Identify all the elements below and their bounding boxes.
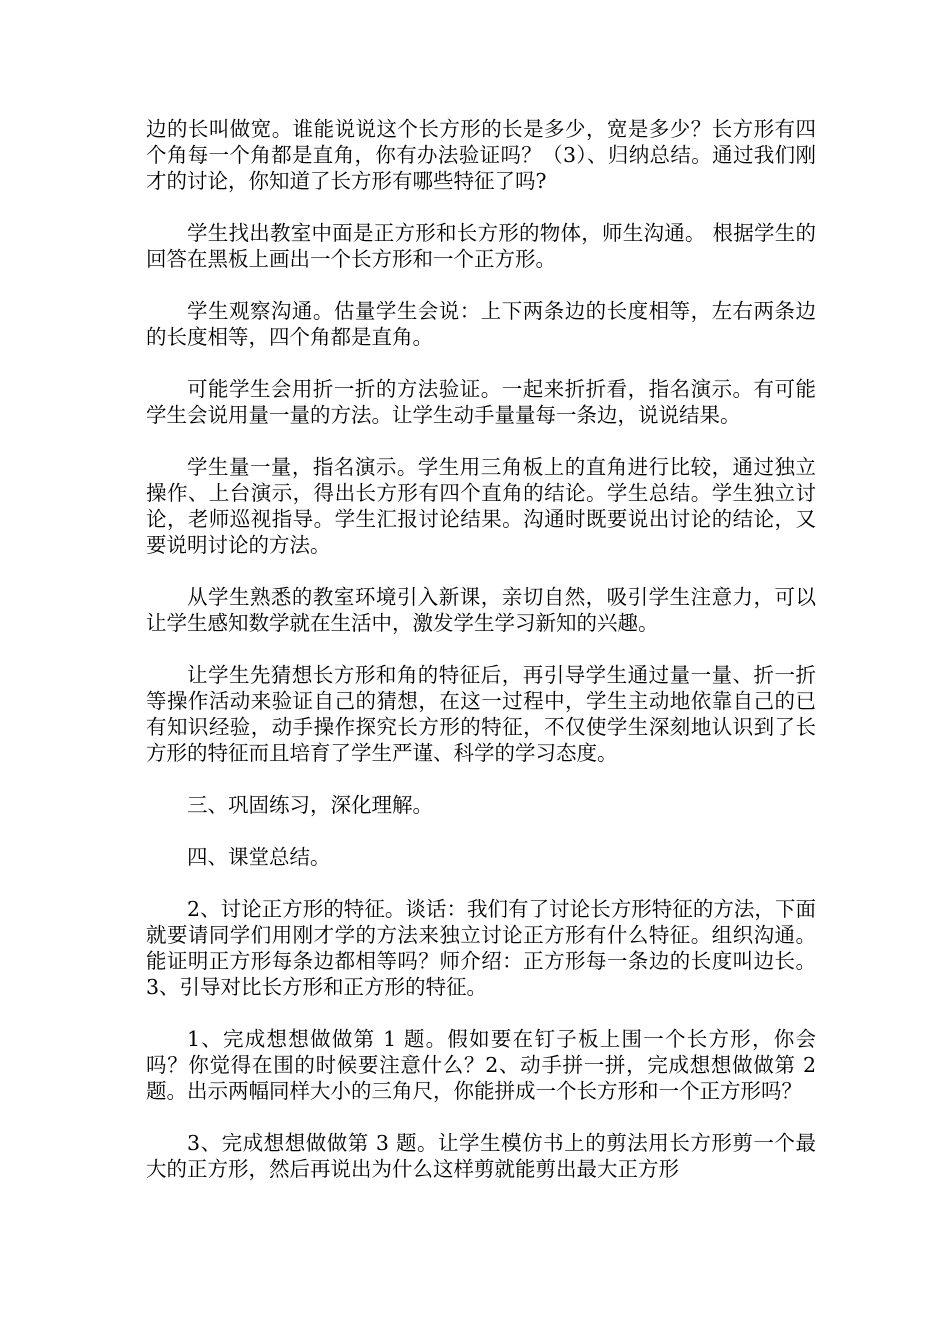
section-heading-4: 四、课堂总结。: [187, 845, 331, 869]
paragraph-3: 学生观察沟通。估量学生会说：上下两条边的长度相等，左右两条边的长度相等，四个角都是直角。: [146, 299, 816, 349]
paragraph-7: 让学生先猜想长方形和角的特征后，再引导学生通过量一量、折一折等操作活动来验证自己的猜想，在这一过程中，学生主动地依靠自己的已有知识经验，动手操作探究长方形的特征，不仅使学生深刻地认识到了长方形的特征而且培育了学生严谨、科学的学习态度。: [146, 663, 816, 765]
paragraph-11: 1、完成想想做做第 1 题。假如要在钉子板上围一个长方形，你会吗？你觉得在围的时候要注意什么？2、动手拼一拼，完成想想做做第 2 题。出示两幅同样大小的三角尺，你能拼成一个长方形和一个正方形吗？: [146, 1027, 816, 1103]
paragraph-10: 2、讨论正方形的特征。谈话：我们有了讨论长方形特征的方法，下面就要请同学们用刚才学的方法来独立讨论正方形有什么特征。组织沟通。能证明正方形每条边都相等吗？师介绍：正方形每一条边的长度叫边长。3、引导对比长方形和正方形的特征。: [146, 897, 816, 999]
paragraph-12: 3、完成想想做做第 3 题。让学生模仿书上的剪法用长方形剪一个最大的正方形，然后再说出为什么这样剪就能剪出最大正方形: [146, 1131, 816, 1181]
paragraph-5: 学生量一量，指名演示。学生用三角板上的直角进行比较，通过独立操作、上台演示，得出长方形有四个直角的结论。学生总结。学生独立讨论，老师巡视指导。学生汇报讨论结果。沟通时既要说出讨论的结论，又要说明讨论的方法。: [146, 455, 816, 557]
paragraph-2: 学生找出教室中面是正方形和长方形的物体，师生沟通。 根据学生的回答在黑板上画出一个长方形和一个正方形。: [146, 221, 816, 271]
document-body: [146, 116, 816, 1208]
section-heading-3: 三、巩固练习，深化理解。: [187, 793, 433, 817]
paragraph-6: 从学生熟悉的教室环境引入新课，亲切自然，吸引学生注意力，可以让学生感知数学就在生活中，激发学生学习新知的兴趣。: [146, 585, 816, 635]
paragraph-1: 边的长叫做宽。谁能说说这个长方形的长是多少，宽是多少？长方形有四个角每一个角都是直角，你有办法验证吗？（3）、归纳总结。通过我们刚才的讨论，你知道了长方形有哪些特征了吗?: [146, 117, 816, 193]
paragraph-4: 可能学生会用折一折的方法验证。一起来折折看，指名演示。有可能学生会说用量一量的方法。让学生动手量量每一条边，说说结果。: [146, 377, 816, 427]
